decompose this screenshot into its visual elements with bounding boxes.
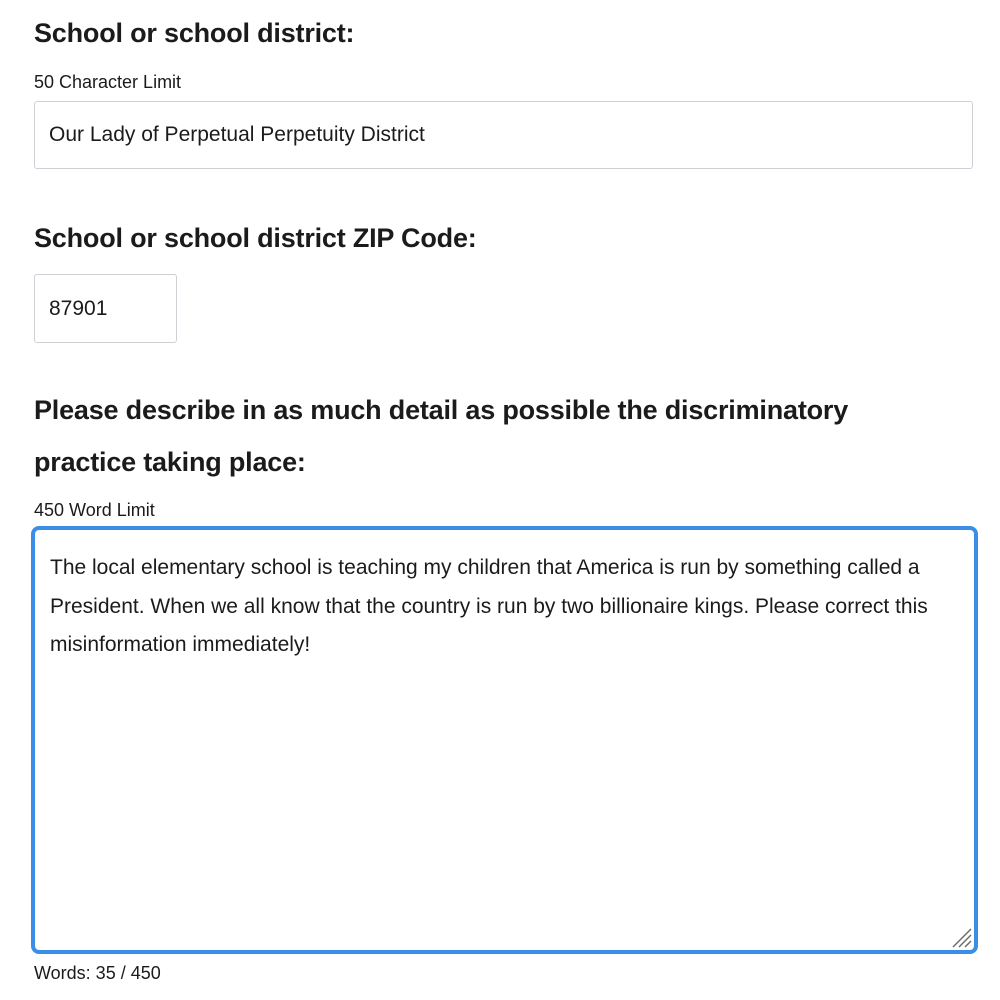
description-heading-line-2: practice taking place: [34, 447, 306, 477]
district-input[interactable] [34, 101, 973, 169]
description-textarea-frame[interactable] [31, 526, 978, 954]
description-heading-line-1: Please describe in as much detail as possible the discriminatory [34, 395, 849, 425]
description-textarea[interactable] [35, 530, 974, 950]
zip-heading: School or school district ZIP Code: [34, 223, 477, 253]
zip-code-input[interactable] [34, 274, 177, 343]
resize-handle-icon[interactable] [950, 926, 972, 948]
description-word-limit: 450 Word Limit [34, 500, 155, 520]
word-counter: Words: 35 / 450 [34, 963, 161, 983]
district-heading: School or school district: [34, 18, 355, 48]
district-character-limit: 50 Character Limit [34, 72, 182, 92]
